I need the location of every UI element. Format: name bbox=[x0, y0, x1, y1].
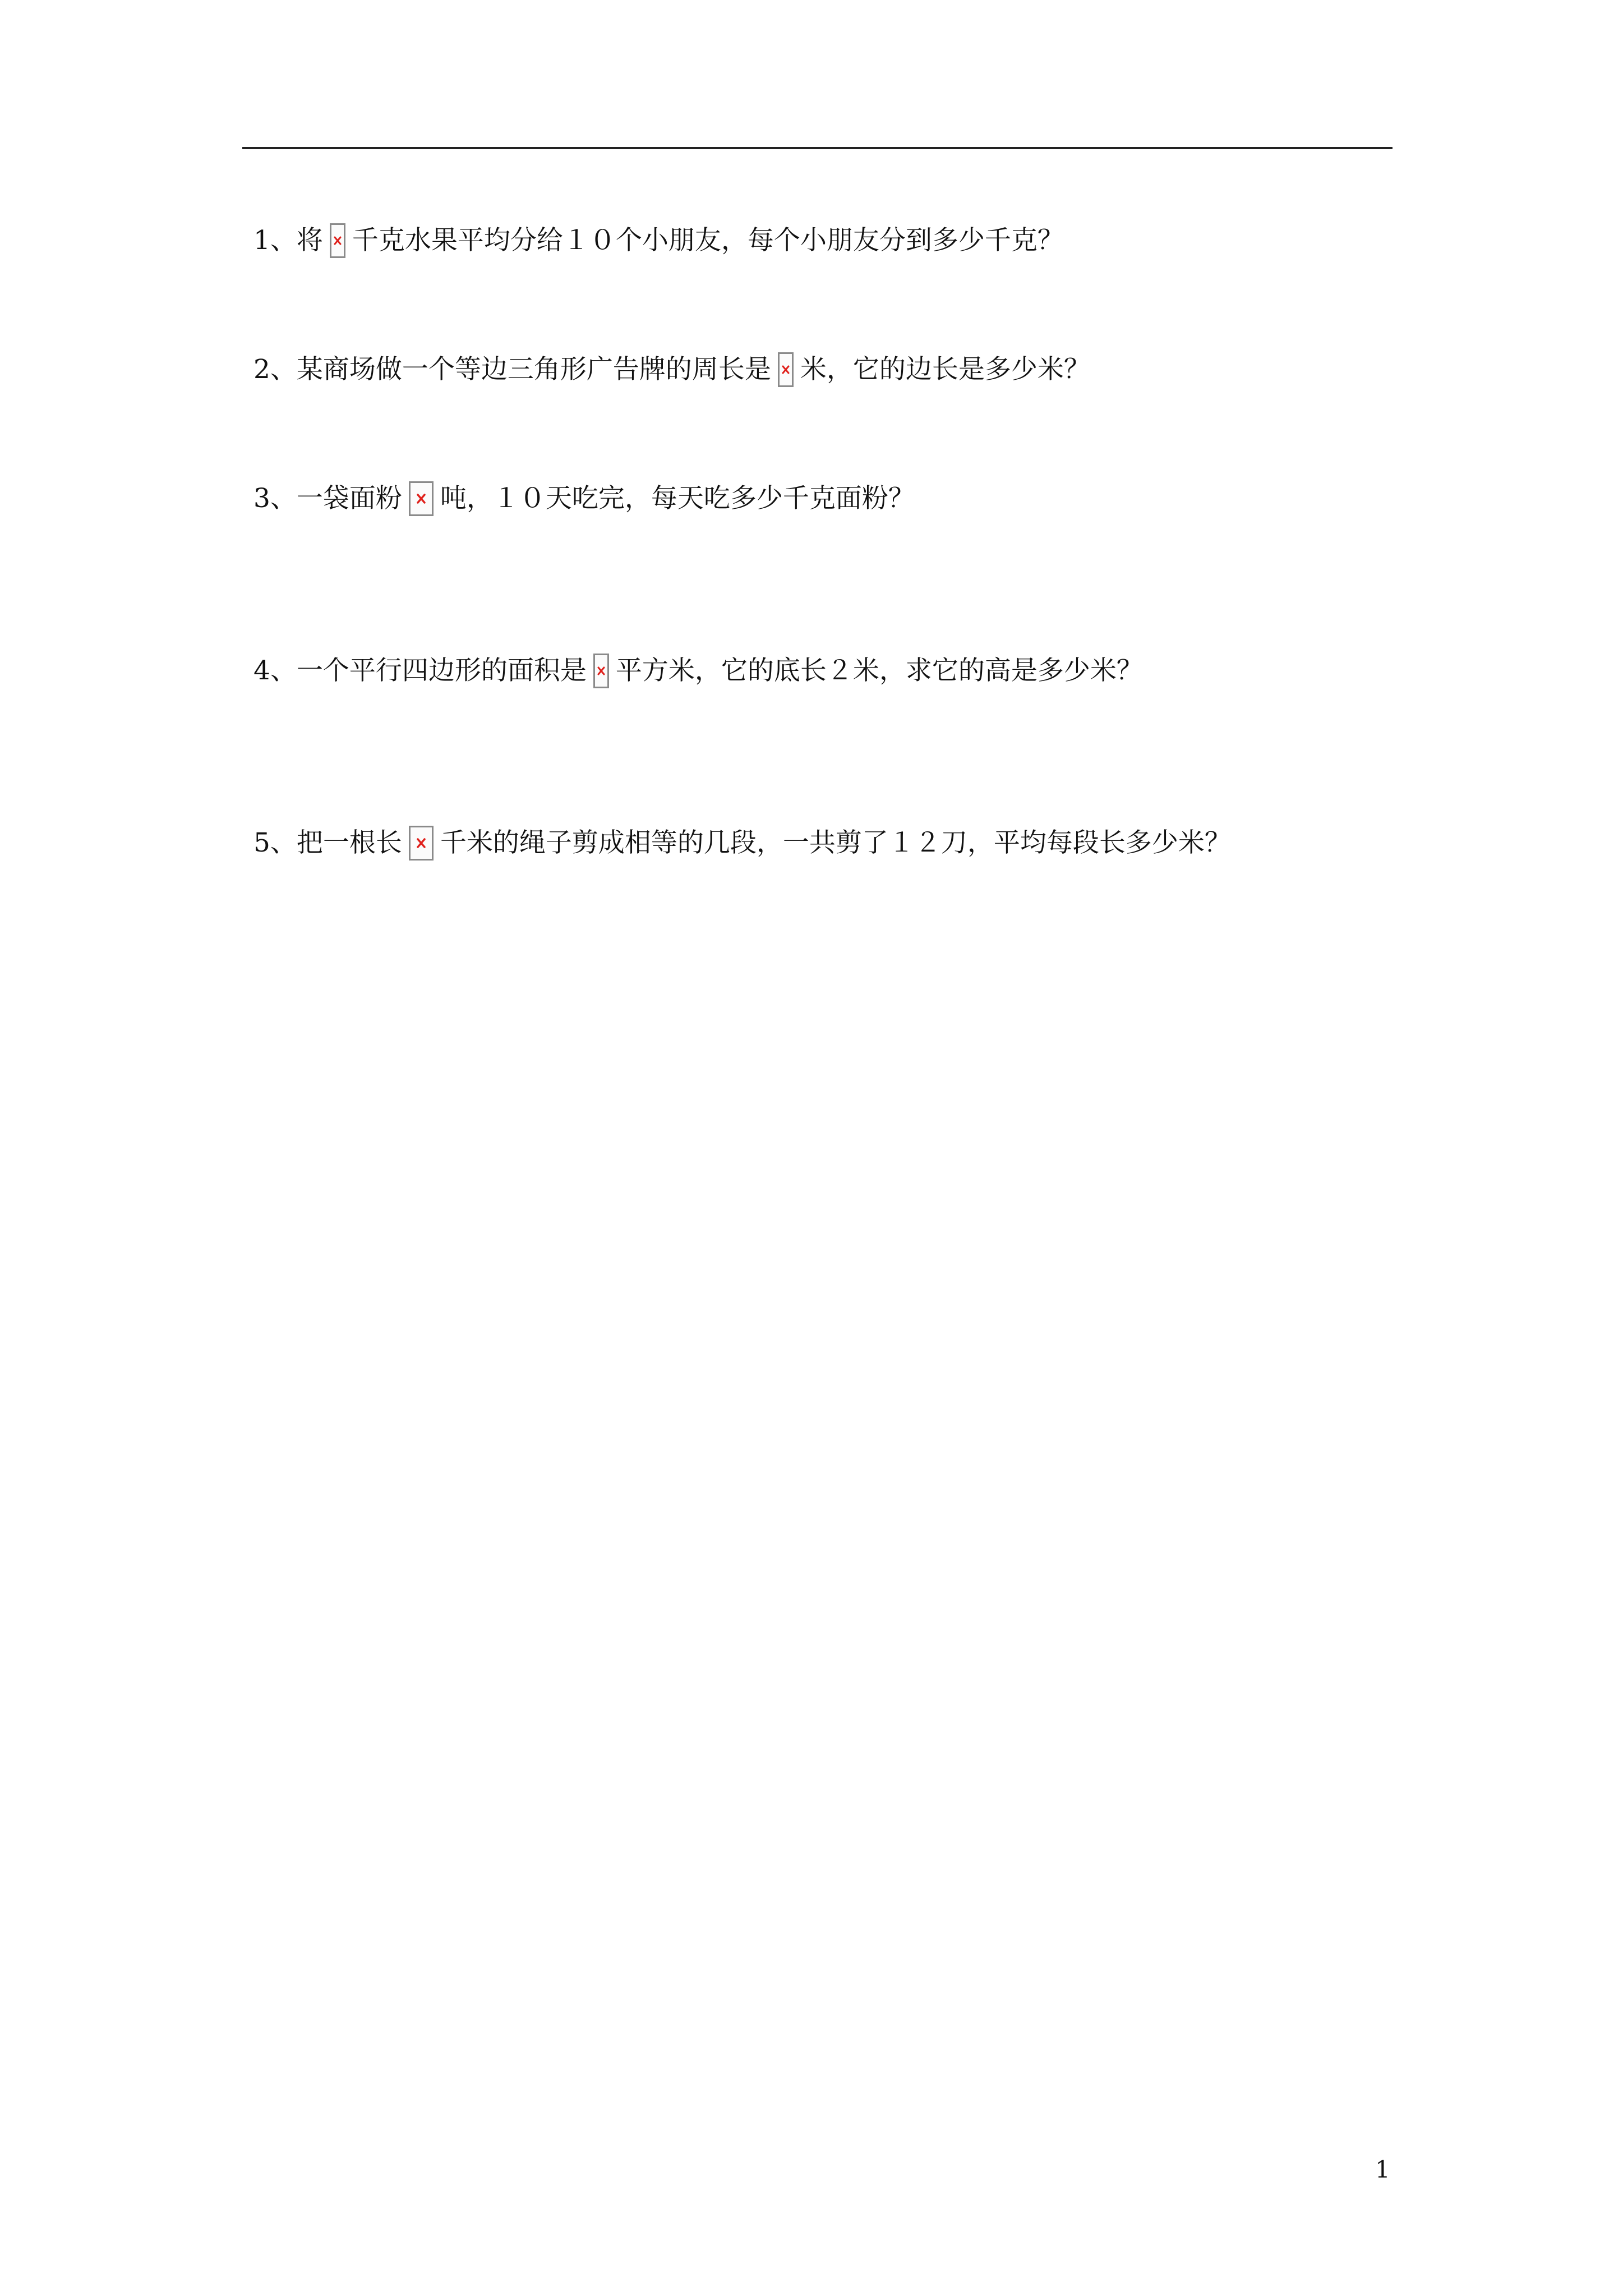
question-2-text-after: 米，它的边长是多少米？ bbox=[800, 354, 1090, 385]
question-5 bbox=[253, 826, 1231, 861]
broken-image-icon bbox=[409, 826, 434, 861]
question-3 bbox=[253, 481, 915, 516]
broken-image-icon bbox=[593, 654, 609, 688]
header-rule bbox=[242, 147, 1393, 149]
broken-image-icon bbox=[778, 352, 794, 387]
question-4 bbox=[253, 654, 1143, 688]
question-1 bbox=[253, 223, 1064, 258]
question-2 bbox=[253, 352, 1090, 387]
question-3-text-after: 吨，１０天吃完，每天吃多少千克面粉？ bbox=[440, 483, 915, 514]
question-4-text-after: 平方米，它的底长２米，求它的高是多少米？ bbox=[615, 655, 1143, 686]
question-5-text-after: 千米的绳子剪成相等的几段，一共剪了１２刀，平均每段长多少米？ bbox=[440, 827, 1231, 858]
question-5-text-before: 5、把一根长 bbox=[253, 827, 402, 858]
broken-image-icon bbox=[330, 223, 345, 258]
question-2-text-before: 2、某商场做一个等边三角形广告牌的周长是 bbox=[253, 354, 771, 385]
question-1-text-after: 千克水果平均分给１０个小朋友，每个小朋友分到多少千克？ bbox=[352, 225, 1064, 256]
broken-image-icon bbox=[409, 481, 434, 516]
question-3-text-before: 3、一袋面粉 bbox=[253, 483, 402, 514]
page-number: 1 bbox=[1375, 2156, 1390, 2183]
question-4-text-before: 4、一个平行四边形的面积是 bbox=[253, 655, 587, 686]
question-1-text-before: 1、将 bbox=[253, 225, 323, 256]
